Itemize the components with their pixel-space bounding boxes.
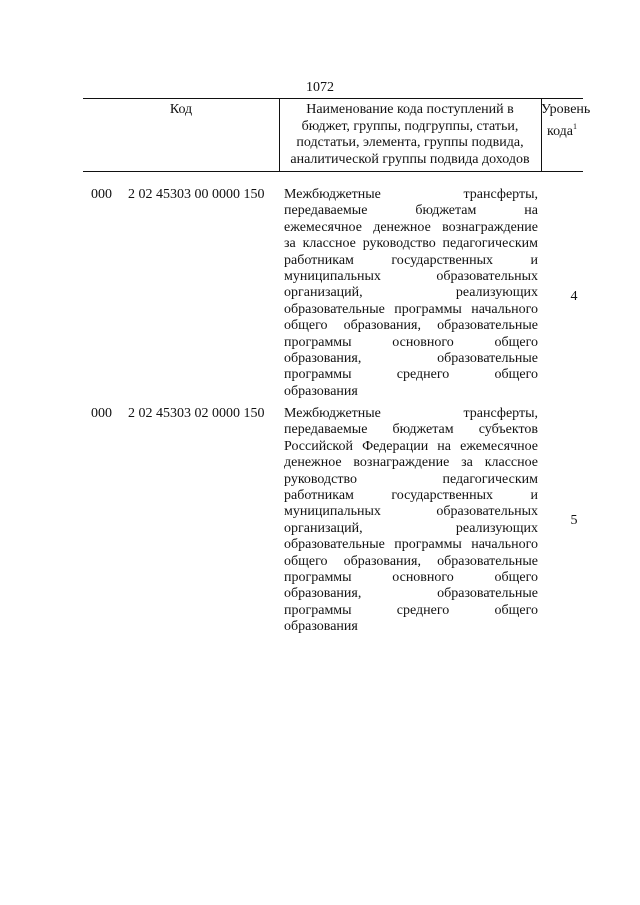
admin-code: 000 [91, 187, 112, 202]
name-line: муниципальных образовательных [284, 268, 538, 284]
name-line: образования, образовательные [284, 586, 538, 602]
level-code: 4 [570, 289, 578, 304]
header-level [541, 102, 591, 140]
revenue-code: 2 02 45303 02 0000 150 [128, 406, 265, 421]
admin-code: 000 [91, 406, 112, 421]
revenue-name [284, 187, 538, 400]
name-line: общего образования, образовательные [284, 553, 538, 569]
name-line: ежемесячное денежное вознаграждение [284, 219, 538, 235]
name-line: работникам государственных и [284, 252, 538, 268]
header-level-line: Уровень [541, 102, 591, 117]
name-line: программы среднего общего [284, 367, 538, 383]
name-line: образовательные программы начального [284, 301, 538, 317]
header-level-text: кода [546, 123, 574, 139]
name-line: программы основного общего [284, 569, 538, 585]
revenue-code: 2 02 45303 00 0000 150 [128, 187, 265, 202]
header-level-line [541, 119, 583, 141]
name-line: организаций, реализующих [284, 285, 538, 301]
name-line: образования [284, 383, 358, 399]
name-line: Межбюджетные трансферты, [284, 187, 538, 202]
name-line: образовательные программы начального [284, 537, 538, 553]
header-name-line: аналитической группы подвида доходов [290, 151, 530, 167]
header-name-line: бюджет, группы, подгруппы, статьи, [301, 118, 519, 134]
name-line: программы основного общего [284, 334, 538, 350]
name-line: работникам государственных и [284, 487, 538, 503]
header-name-line: подстатьи, элемента, группы подвида, [296, 135, 524, 150]
name-line: за классное руководство педагогическим [284, 236, 538, 252]
name-line: Российской Федерации на ежемесячное [284, 438, 538, 454]
footnote-marker: 1 [573, 121, 578, 131]
name-line: программы среднего общего [284, 602, 538, 618]
name-line: организаций, реализующих [284, 520, 538, 536]
header-name-line: Наименование кода поступлений в [306, 102, 514, 117]
name-line: передаваемые бюджетам на [284, 203, 538, 219]
name-line: передаваемые бюджетам субъектов [284, 422, 538, 438]
name-line: образования [284, 619, 358, 635]
header-code: Код [169, 102, 193, 117]
revenue-name [284, 406, 538, 635]
header-name [279, 102, 541, 168]
name-line: общего образования, образовательные [284, 318, 538, 334]
name-line: руководство педагогическим [284, 471, 538, 487]
level-code: 5 [570, 513, 578, 528]
page-number: 1072 [306, 80, 334, 95]
name-line: муниципальных образовательных [284, 504, 538, 520]
name-line: денежное вознаграждение за классное [284, 455, 538, 471]
name-line: Межбюджетные трансферты, [284, 406, 538, 421]
table-header [83, 98, 591, 172]
name-line: образования, образовательные [284, 350, 538, 366]
